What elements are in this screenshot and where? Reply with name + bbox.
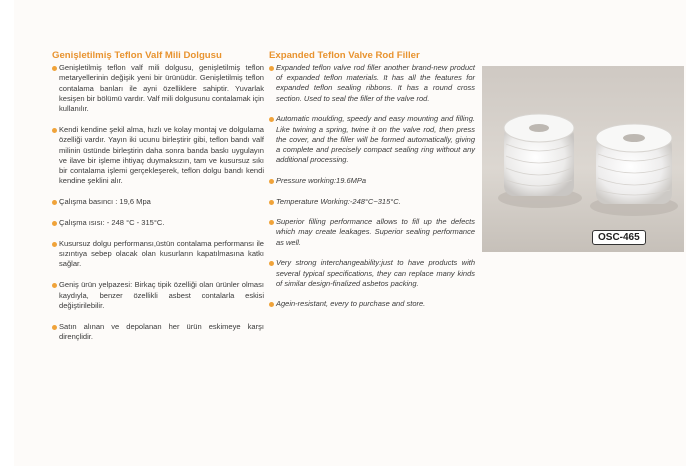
- turkish-paragraph: [52, 280, 264, 311]
- bullet-icon: [269, 261, 274, 266]
- english-paragraph: [269, 197, 475, 207]
- paragraph-text: Genişletilmiş teflon valf mili dolgusu, genişletilmiş teflon metaryellerinin değişik yeni bir ürünüdür. Genişletilmiş teflon contalama banları ile ayni özelliklere sahiptir. Yuvarlak kesişen bir bölümü vardır. Valf mili dolgusunu contalamak için kullanılır.: [59, 63, 264, 114]
- paragraph-text: Çalışma basıncı : 19,6 Mpa: [59, 197, 151, 207]
- paragraph-text: Pressure working:19.6MPa: [276, 175, 367, 185]
- left-spool-icon: [498, 114, 582, 208]
- bullet-icon: [269, 200, 274, 205]
- english-column: [269, 50, 475, 320]
- bullet-icon: [52, 325, 57, 330]
- paragraph-text: Geniş ürün yelpazesi: Birkaç tipik özelliği olan ürünler olması kaydıyla, benzer özellikli asbest contalarla eskisi değiştirilebilir.: [59, 280, 264, 310]
- turkish-paragraph: [52, 218, 264, 228]
- turkish-paragraph: [52, 239, 264, 270]
- paragraph-text: Çalışma ısısı: - 248 °C - 315°C.: [59, 218, 165, 228]
- english-paragraph: [269, 217, 475, 248]
- bullet-icon: [269, 66, 274, 71]
- english-title: Expanded Teflon Valve Rod Filler: [269, 50, 420, 61]
- turkish-paragraph: [52, 125, 264, 187]
- paragraph-text: Superior filling performance allows to fill up the defects which may create leakages. Superior sealing performance as well.: [276, 217, 475, 247]
- paragraph-text: Temperature Working:-248°C~315°C.: [276, 196, 401, 206]
- paragraph-text: Automatic moulding, speedy and easy mounting and filling. Like twining a spring, twine it on the valve rod, then press the cover, and the filler will be formed automatically, giving a complete and precisely compact sealing ring without any additional processing.: [276, 114, 475, 165]
- turkish-title: Genişletilmiş Teflon Valf Mili Dolgusu: [52, 50, 222, 61]
- bullet-icon: [52, 66, 57, 71]
- turkish-paragraph: [52, 322, 264, 343]
- paragraph-text: Satın alınan ve depolanan her ürün eskimeye karşı dirençlidir.: [59, 321, 264, 341]
- english-paragraph: [269, 63, 475, 104]
- paragraph-text: Kendi kendine şekil alma, hızlı ve kolay montaj ve dolgulama özelliği vardır. Yayın iki ucunu birleştirir gibi, teflon bandı valf milinin üstünde birleştirin daha sonra banda baskı uygulayın ve ilave bir işleme ihtiyaç duymaksızın, tam ve kusursuz sıkı bir contalama işlemi gerçekleşerek, teflon dolgu bandı kendi kendine şeklini alır.: [59, 124, 264, 186]
- english-paragraph: [269, 176, 475, 186]
- bullet-icon: [269, 220, 274, 225]
- paragraph-text: Very strong interchangeability:just to have products with several typical specifications, they can replace many kinds of similar design-finalized asbetos packing.: [276, 258, 475, 288]
- product-code-label: OSC-465: [592, 230, 646, 245]
- turkish-column: [52, 50, 264, 353]
- bullet-icon: [52, 128, 57, 133]
- paragraph-text: Expanded teflon valve rod filler another brand-new product of expanded teflon materials. It has all the features for expanded teflon sealing ribbons. It has a round cross section. Used to seal the filler of the valve rod.: [276, 63, 475, 103]
- bullet-icon: [269, 179, 274, 184]
- bullet-icon: [52, 221, 57, 226]
- turkish-paragraph: [52, 197, 264, 207]
- product-photo: [482, 66, 684, 252]
- bullet-icon: [52, 283, 57, 288]
- bullet-icon: [52, 242, 57, 247]
- english-paragraph: [269, 114, 475, 165]
- paragraph-text: Agein-resistant, every to purchase and store.: [276, 299, 426, 309]
- bullet-icon: [269, 117, 274, 122]
- bullet-icon: [269, 302, 274, 307]
- product-photo-image: [482, 66, 684, 252]
- right-spool-icon: [590, 124, 678, 216]
- english-paragraph: [269, 299, 475, 309]
- english-paragraph: [269, 258, 475, 289]
- bullet-icon: [52, 200, 57, 205]
- turkish-paragraph: [52, 63, 264, 114]
- paragraph-text: Kusursuz dolgu performansı,üstün contalama performansı ile sızıntıya sebep olacak olan kusurların kapatılmasına katkı sağlar.: [59, 238, 264, 269]
